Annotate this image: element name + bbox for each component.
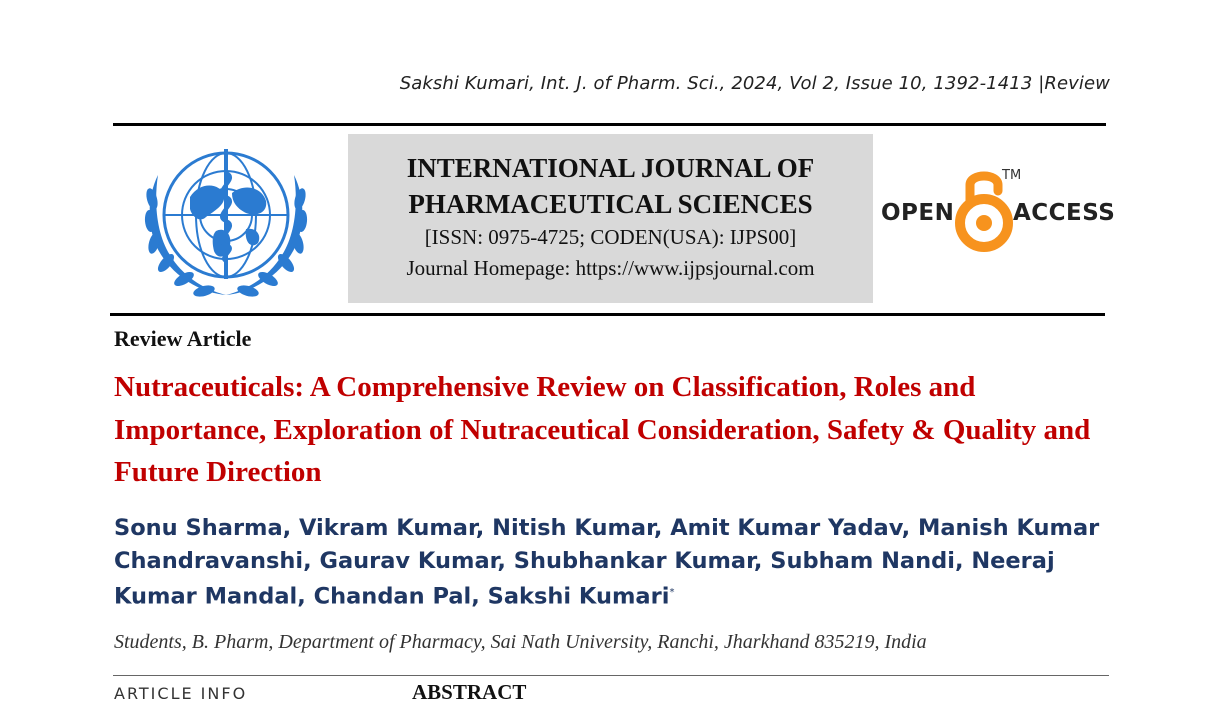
journal-name bbox=[348, 150, 873, 222]
author-names: Sonu Sharma, Vikram Kumar, Nitish Kumar, Amit Kumar Yadav, Manish Kumar Chandravanshi, Gaurav Kumar, Shubhankar Kumar, Subham Nandi, Neeraj Kumar Mandal, Chandan Pal, Sakshi Kumari bbox=[114, 515, 1100, 610]
journal-name-line2: PHARMACEUTICAL SCIENCES bbox=[408, 189, 813, 219]
open-access-word-access: ACCESS bbox=[1013, 200, 1116, 226]
running-head: Sakshi Kumari, Int. J. of Pharm. Sci., 2024, Vol 2, Issue 10, 1392-1413 |Review bbox=[399, 73, 1110, 94]
article-type: Review Article bbox=[114, 326, 252, 351]
journal-issn: [ISSN: 0975-4725; CODEN(USA): IJPS00] bbox=[424, 225, 797, 249]
open-access-trademark: TM bbox=[1002, 168, 1022, 183]
header-bottom-rule bbox=[110, 313, 1105, 316]
header-top-rule bbox=[113, 123, 1106, 126]
article-title: Nutraceuticals: A Comprehensive Review on Classification, Roles and Importance, Exploration of Nutraceutical Consideration, Safety & Quality and Future Direction bbox=[114, 371, 1091, 488]
section-divider bbox=[113, 675, 1109, 676]
open-access-word-open: OPEN bbox=[881, 200, 955, 226]
article-info-heading: ARTICLE INFO bbox=[114, 684, 248, 703]
journal-masthead bbox=[348, 134, 873, 303]
journal-homepage: Journal Homepage: https://www.ijpsjournal.com bbox=[406, 256, 815, 280]
journal-logo-icon bbox=[128, 139, 324, 305]
abstract-heading: ABSTRACT bbox=[412, 680, 527, 704]
author-list bbox=[114, 512, 1104, 614]
corresponding-author-mark: * bbox=[669, 587, 675, 599]
author-affiliation: Students, B. Pharm, Department of Pharmacy, Sai Nath University, Ranchi, Jharkhand 835219, India bbox=[114, 631, 927, 653]
journal-name-line1: INTERNATIONAL JOURNAL OF bbox=[406, 153, 815, 183]
open-access-badge bbox=[880, 165, 1116, 255]
